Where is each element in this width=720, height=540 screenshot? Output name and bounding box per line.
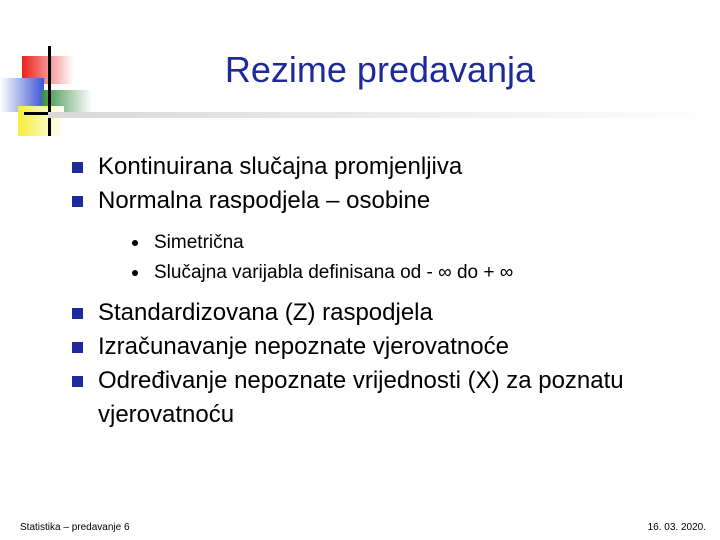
bullet-text: Normalna raspodjela – osobine [98,187,431,214]
dot-bullet-icon [132,270,138,276]
bullet-item [72,364,692,432]
bullet-item [72,150,692,184]
bullet-item [72,330,692,364]
sub-bullet-item [98,228,692,258]
bullet-text: Određivanje nepoznate vrijednosti (X) za poznatu vjerovatnoću [98,367,624,428]
bullet-text: Standardizovana (Z) raspodjela [98,299,433,326]
square-bullet-icon [72,162,83,173]
dot-bullet-icon [132,240,138,246]
bullet-item [72,184,692,288]
title-underline [48,112,720,118]
bullet-text: Izračunavanje nepoznate vjerovatnoće [98,333,509,360]
footer-course-label: Statistika – predavanje 6 [20,522,130,533]
sub-bullet-text: Simetrična [154,232,244,253]
sub-bullet-list [98,228,692,288]
sub-bullet-item [98,258,692,288]
sub-bullet-text: Slučajna varijabla definisana od - ∞ do + ∞ [154,262,514,283]
bullet-item [72,296,692,330]
square-bullet-icon [72,308,83,319]
slide-title: Rezime predavanja [224,49,536,90]
square-bullet-icon [72,196,83,207]
bullet-text: Kontinuirana slučajna promjenljiva [98,153,463,180]
footer-date: 16. 03. 2020. [647,522,706,533]
square-bullet-icon [72,376,83,387]
square-bullet-icon [72,342,83,353]
decorative-logo-icon [0,40,100,140]
bullet-list [72,150,692,432]
